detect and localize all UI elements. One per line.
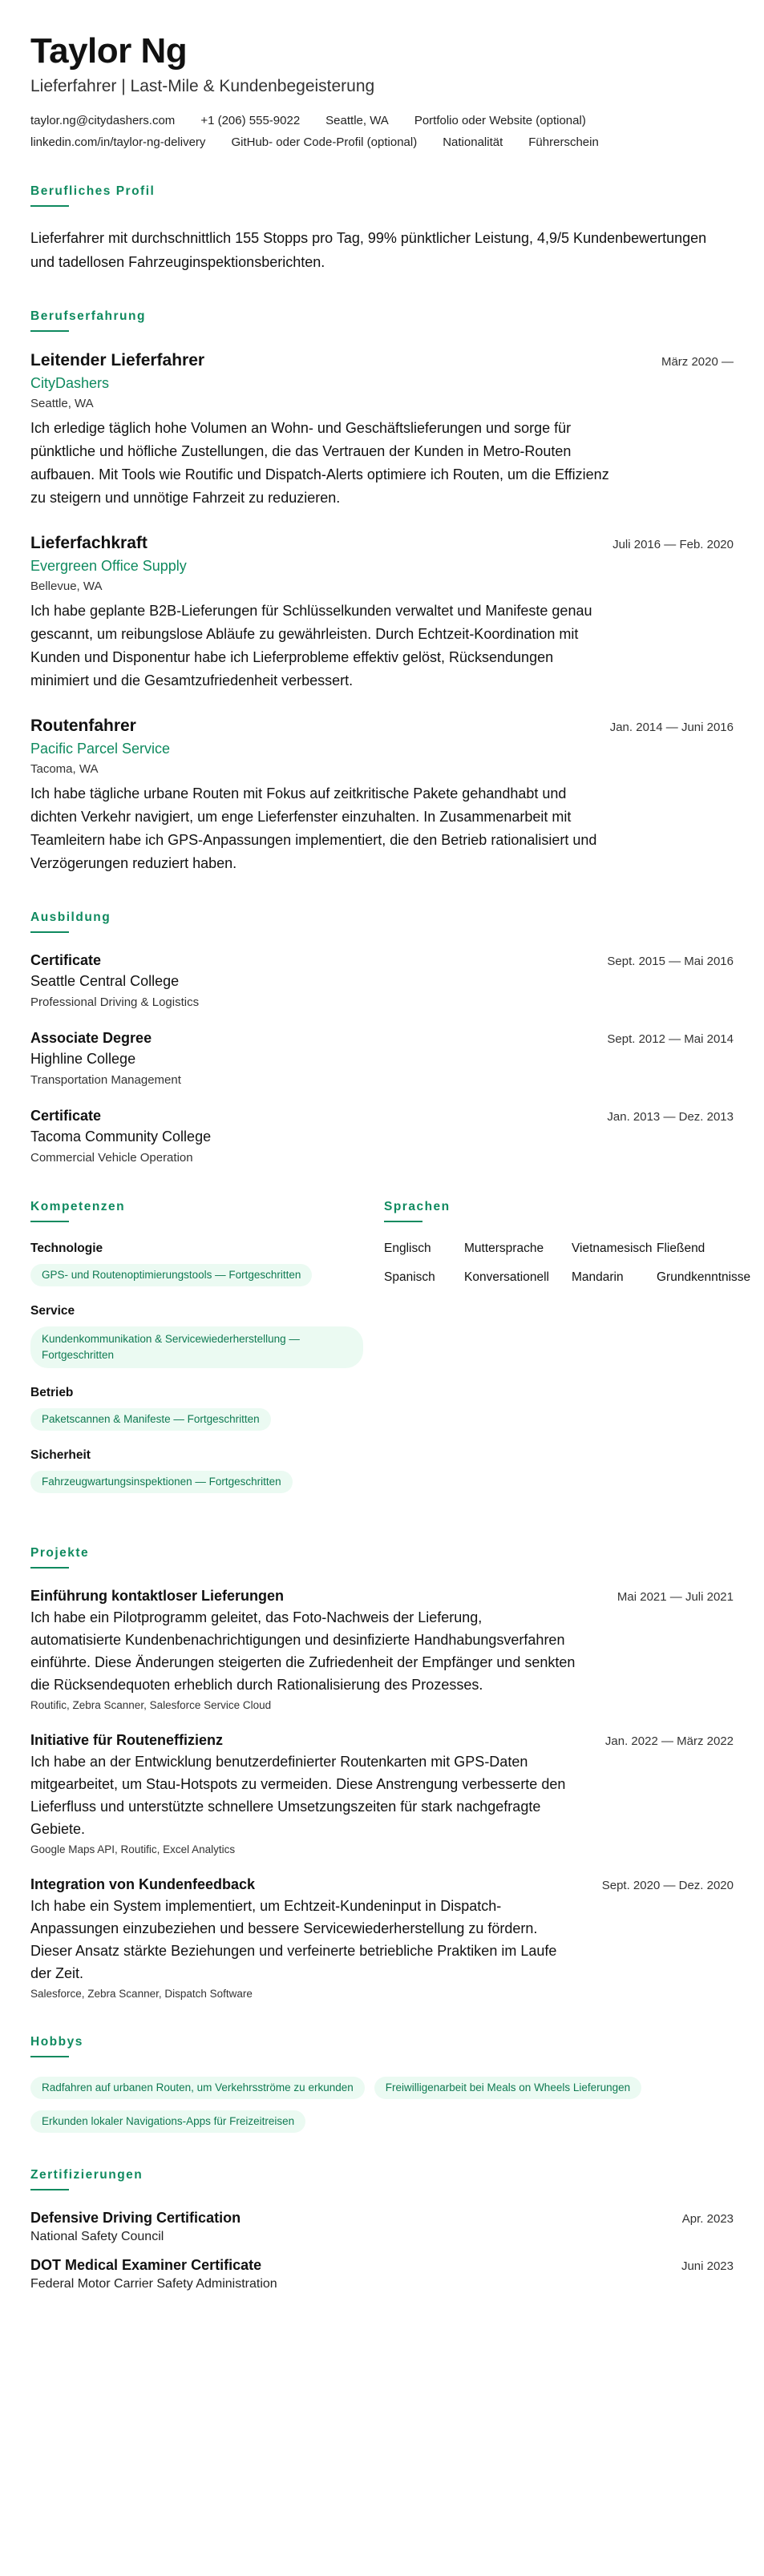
hobbies-section [30,2035,734,2133]
hobby-list [30,2077,736,2133]
job-dates: März 2020 — [661,355,734,369]
candidate-tagline: Lieferfahrer | Last-Mile & Kundenbegeisterung [30,77,375,96]
language-list [384,1242,751,1285]
skills-section [30,1200,384,1511]
education-dates: Sept. 2015 — Mai 2016 [607,955,734,969]
hobby-pill: Freiwilligenarbeit bei Meals on Wheels Lieferungen [374,2077,641,2099]
hobby-pill: Erkunden lokaler Navigations-Apps für Freizeitreisen [30,2110,305,2133]
project-title: Integration von Kundenfeedback [30,1876,256,1893]
section-title: Ausbildung [30,910,111,925]
contact-github[interactable]: GitHub- oder Code-Profil (optional) [231,135,418,150]
skill-group [30,1304,384,1368]
project-tools: Routific, Zebra Scanner, Salesforce Service Cloud [30,1699,272,1712]
section-title: Projekte [30,1546,90,1561]
contact-portfolio[interactable]: Portfolio oder Website (optional) [414,114,586,128]
section-title: Hobbys [30,2035,83,2049]
project-tools: Salesforce, Zebra Scanner, Dispatch Software [30,1988,253,2001]
section-divider [384,1221,422,1222]
language-level: Muttersprache [464,1242,544,1256]
skill-category: Technologie [30,1242,103,1256]
section-title: Berufliches Profil [30,184,156,199]
section-title: Zertifizierungen [30,2168,144,2182]
experience-section [30,309,734,875]
certification-name: Defensive Driving Certification [30,2210,241,2227]
candidate-name: Taylor Ng [30,31,188,71]
school-name: Tacoma Community College [30,1129,212,1145]
company-name: Evergreen Office Supply [30,558,187,575]
job-dates: Jan. 2014 — Juni 2016 [609,721,734,735]
degree-title: Associate Degree [30,1030,152,1047]
certification-entry [30,2257,734,2291]
certifications-section [30,2168,734,2291]
project-description: Ich habe ein System implementiert, um Echtzeit-Kundeninput in Dispatch-Anpassungen einzubeziehen und bessere Servicewiederherstellung zu fördern. Dieser Ansatz stärkte Beziehungen und verfeinerte betriebliche Praktiken im Laufe der Zeit. [30,1898,557,1982]
section-divider [30,1221,69,1222]
language-level: Konversationell [464,1270,549,1285]
skill-pill: Fahrzeugwartungsinspektionen — Fortgeschritten [30,1471,293,1493]
languages-section [384,1200,751,1511]
project-title: Initiative für Routeneffizienz [30,1732,224,1749]
resume-header [30,32,734,149]
job-title: Routenfahrer [30,717,136,736]
contact-list [30,114,734,149]
certification-date: Apr. 2023 [681,2212,734,2227]
job-title: Leitender Lieferfahrer [30,351,205,370]
experience-entry [30,534,734,692]
section-divider [30,330,69,332]
contact-license: Führerschein [528,135,599,150]
skill-pill: Paketscannen & Manifeste — Fortgeschritten [30,1408,271,1431]
section-divider [30,931,69,933]
education-entry [30,952,734,1009]
contact-location: Seattle, WA [325,114,389,128]
certification-entry [30,2210,734,2244]
project-title: Einführung kontaktloser Lieferungen [30,1588,285,1605]
contact-nationality: Nationalität [443,135,503,150]
skill-pill: GPS- und Routenoptimierungstools — Fortgeschritten [30,1264,312,1286]
skills-languages-row [30,1200,751,1511]
study-field: Professional Driving & Logistics [30,995,200,1010]
degree-title: Certificate [30,952,102,969]
job-description: Ich habe tägliche urbane Routen mit Fokus auf zeitkritische Pakete gehandhabt und dichten Verkehr navigiert, um enge Lieferfenster einzuhalten. In Zusammenarbeit mit Teamleitern habe ich GPS-Anpassungen implementiert, die den Betrieb rationalisiert und Verzögerungen reduziert haben. [30,785,597,872]
section-title: Kompetenzen [30,1200,126,1214]
job-dates: Juli 2016 — Feb. 2020 [612,538,734,552]
education-entry [30,1030,734,1087]
hobby-pill: Radfahren auf urbanen Routen, um Verkehrsströme zu erkunden [30,2077,365,2099]
skill-category: Sicherheit [30,1448,91,1463]
section-divider [30,2056,69,2057]
section-divider [30,205,69,207]
job-description: Ich erledige täglich hohe Volumen an Wohn- und Geschäftslieferungen und sorge für pünktliche und höfliche Zustellungen, die das Vertrauen der Kunden in Metro-Routen aufbauen. Mit Tools wie Routific und Dispatch-Alerts optimiere ich Routen, um die Effizienz zu steigern und unnötige Fahrzeit zu reduzieren. [30,420,609,507]
job-location: Seattle, WA [30,397,94,411]
language-level: Grundkenntnisse [657,1270,751,1285]
job-location: Bellevue, WA [30,579,103,594]
section-title: Sprachen [384,1200,451,1214]
skill-group [30,1386,384,1431]
project-tools: Google Maps API, Routific, Excel Analytics [30,1843,236,1856]
contact-phone[interactable]: +1 (206) 555-9022 [200,114,301,128]
job-location: Tacoma, WA [30,762,99,777]
certification-name: DOT Medical Examiner Certificate [30,2257,262,2274]
certification-issuer: Federal Motor Carrier Safety Administration [30,2277,277,2291]
certification-date: Juni 2023 [681,2259,734,2274]
section-divider [30,2189,69,2190]
project-dates: Sept. 2020 — Dez. 2020 [601,1879,734,1893]
language-name: Spanisch [384,1270,435,1285]
study-field: Transportation Management [30,1073,181,1088]
skill-category: Service [30,1304,75,1318]
language-name: Mandarin [572,1270,624,1285]
skill-category: Betrieb [30,1386,74,1400]
experience-entry [30,351,734,510]
project-entry [30,1876,734,2000]
skill-group [30,1242,384,1286]
skill-group [30,1448,384,1493]
company-name: CityDashers [30,375,110,392]
contact-linkedin[interactable]: linkedin.com/in/taylor-ng-delivery [30,135,206,150]
certification-issuer: National Safety Council [30,2230,164,2244]
study-field: Commercial Vehicle Operation [30,1151,193,1165]
contact-email[interactable]: taylor.ng@citydashers.com [30,114,176,128]
project-dates: Jan. 2022 — März 2022 [604,1734,734,1749]
project-dates: Mai 2021 — Juli 2021 [616,1590,734,1605]
skill-pill: Kundenkommunikation & Servicewiederherstellung — Fortgeschritten [30,1326,363,1368]
language-name: Vietnamesisch [572,1242,653,1256]
job-title: Lieferfachkraft [30,534,148,553]
projects-section [30,1546,734,2000]
project-entry [30,1732,734,1855]
project-description: Ich habe ein Pilotprogramm geleitet, das Foto-Nachweis der Lieferung, automatisierte Kundenbenachrichtigungen und desinfizierte Handhabungsverfahren einführte. Diese Änderungen steigerten die Zufriedenheit der Empfänger und senkten die Rücksendequoten erheblich durch Rationalisierung des Prozesses. [30,1609,576,1694]
education-dates: Jan. 2013 — Dez. 2013 [607,1110,734,1124]
language-level: Fließend [657,1242,705,1256]
education-section [30,910,734,1165]
experience-entry [30,717,734,875]
school-name: Highline College [30,1051,136,1068]
language-name: Englisch [384,1242,431,1256]
project-entry [30,1588,734,1711]
job-description: Ich habe geplante B2B-Lieferungen für Schlüsselkunden verwaltet und Manifeste genau gescannt, um reibungslose Abläufe zu gewährleisten. Durch Echtzeit-Koordination mit Kunden und Disponentur habe ich Lieferprobleme effektiv gelöst, Rücksendungen minimiert und die Gesamtzufriedenheit verbessert. [30,603,592,689]
project-description: Ich habe an der Entwicklung benutzerdefinierter Routenkarten mit GPS-Daten mitgearbeitet, um Stau-Hotspots zu vermeiden. Diese Anstrengung verbesserte den Lieferfluss und unterstützte schnellere Umsetzungszeiten für stark nachgefragte Gebiete. [30,1754,566,1838]
school-name: Seattle Central College [30,973,180,990]
company-name: Pacific Parcel Service [30,741,171,757]
education-entry [30,1108,734,1165]
education-dates: Sept. 2012 — Mai 2014 [607,1032,734,1047]
profile-summary: Lieferfahrer mit durchschnittlich 155 Stopps pro Tag, 99% pünktlicher Leistung, 4,9/5 Kundenbewertungen und tadellosen Fahrzeuginspektionsberichten. [30,230,707,271]
profile-section [30,184,734,274]
degree-title: Certificate [30,1108,102,1124]
section-divider [30,1567,69,1569]
section-title: Berufserfahrung [30,309,146,324]
